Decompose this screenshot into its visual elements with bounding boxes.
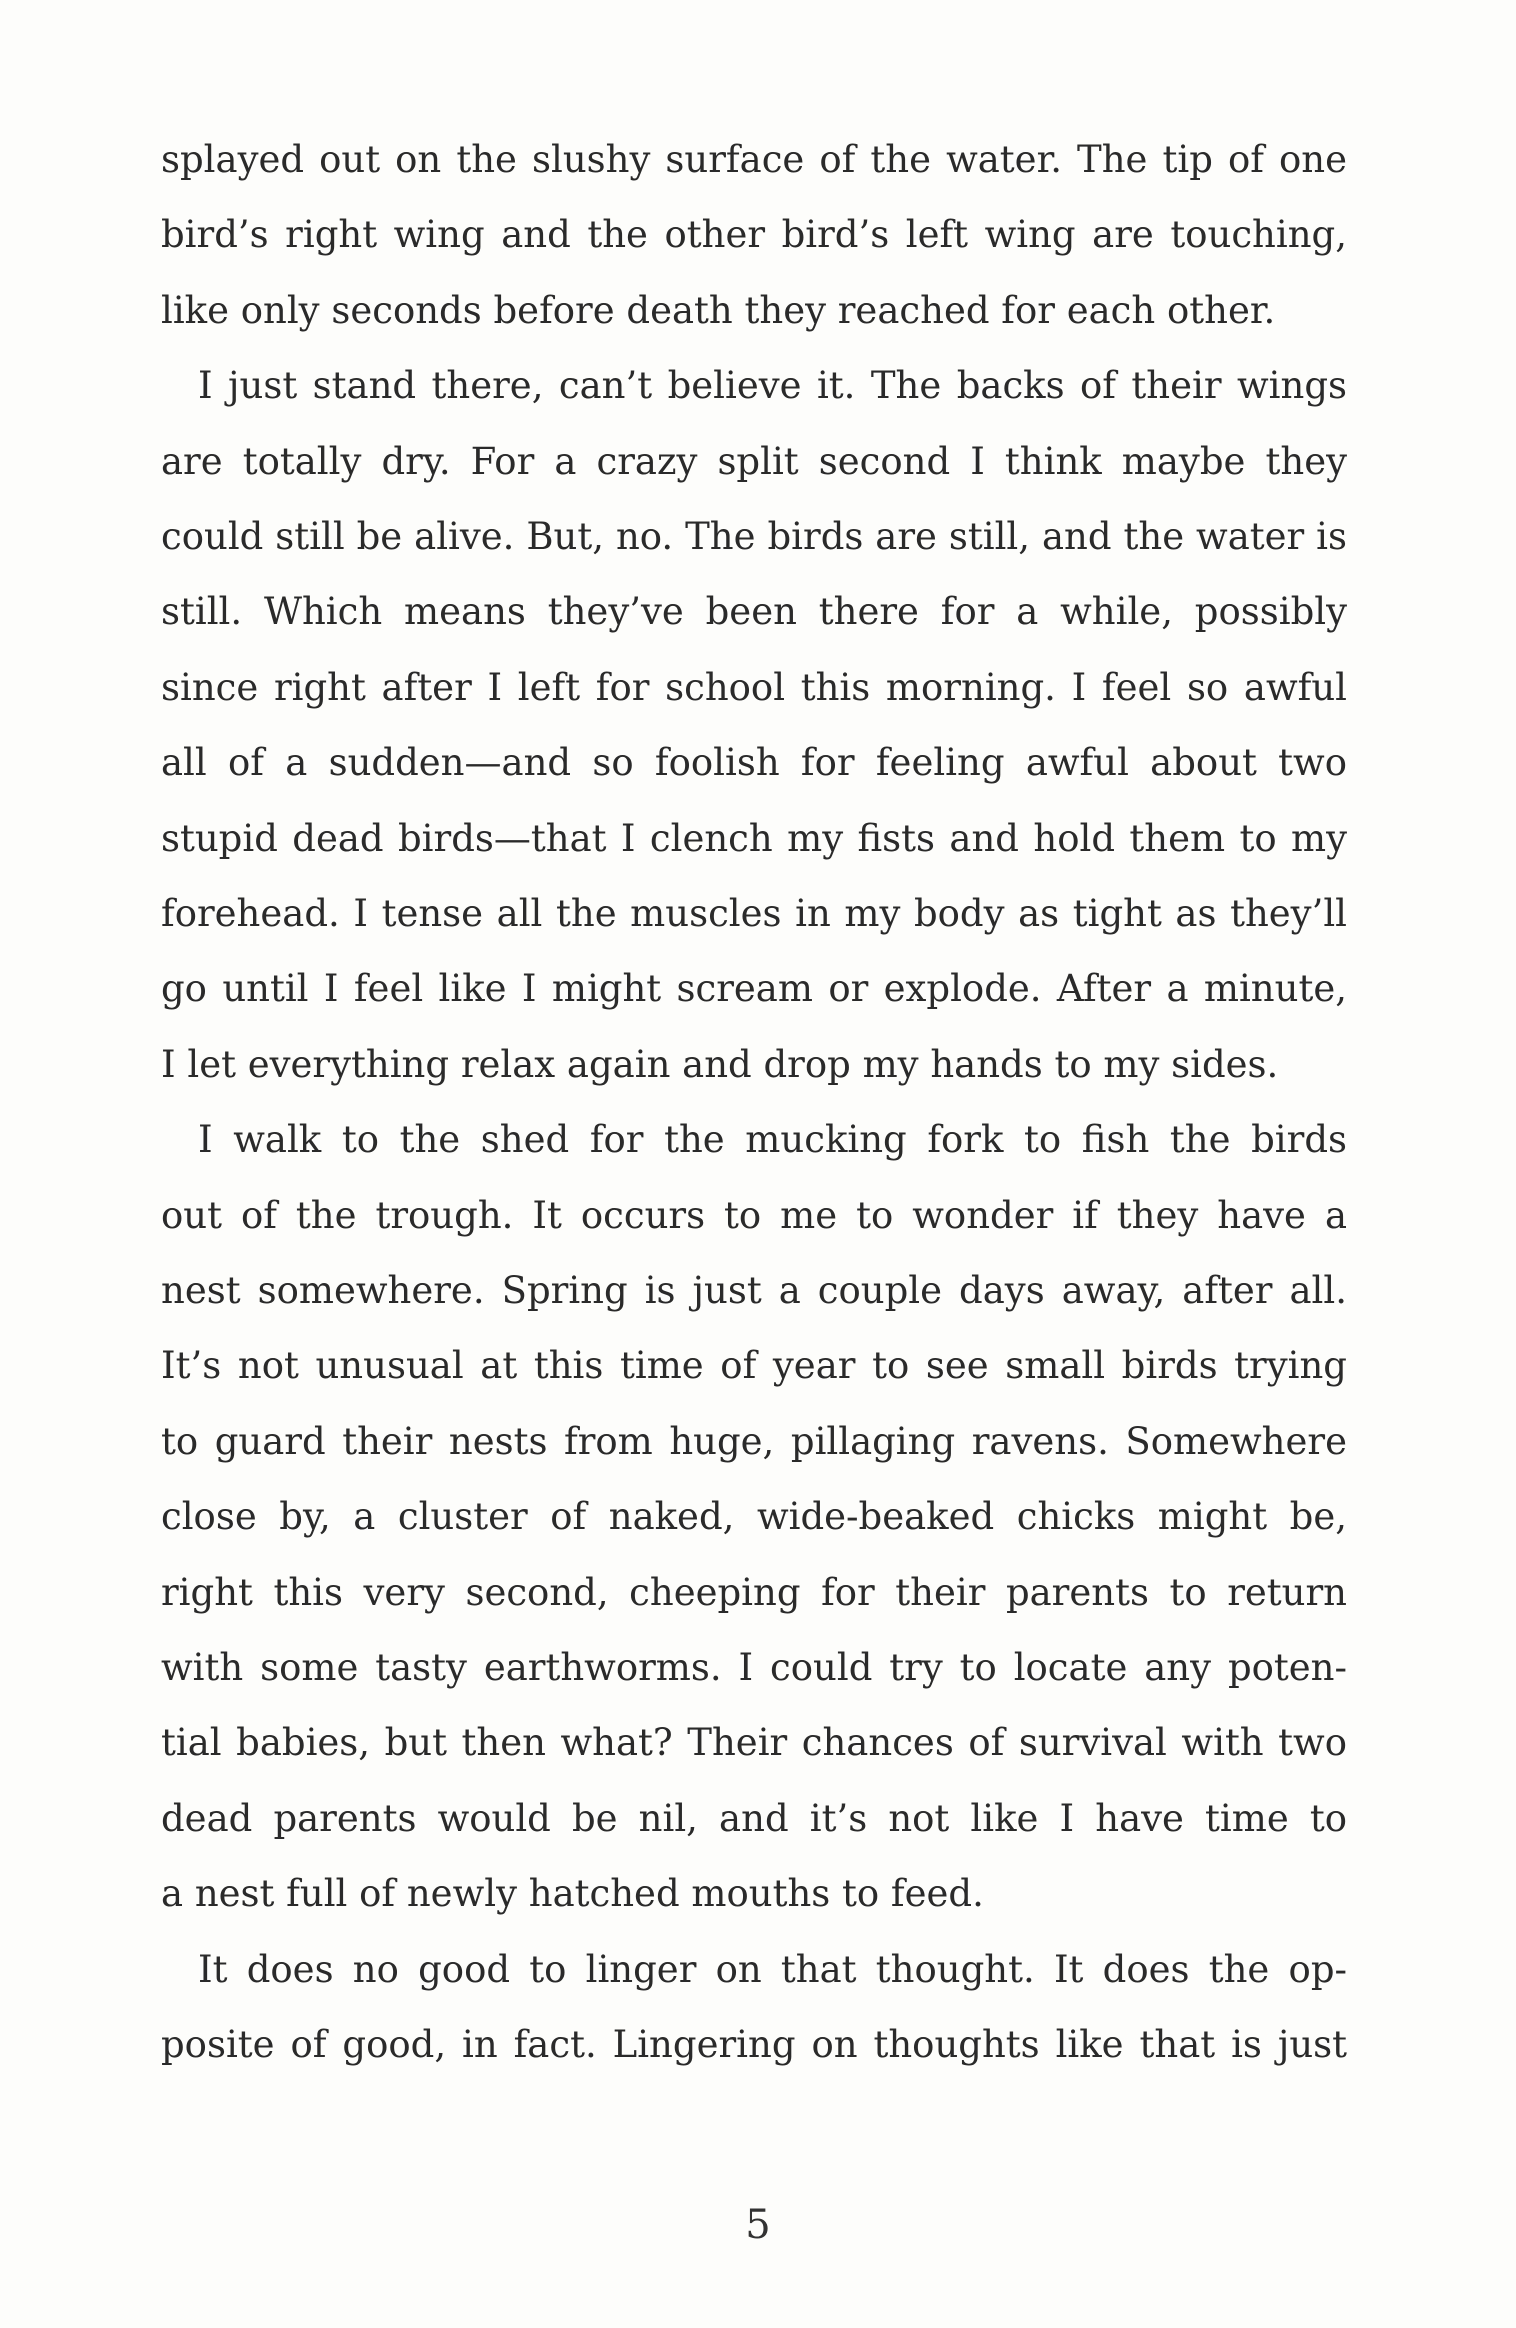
text-line: nest somewhere. Spring is just a couple days away, after all. [161, 1269, 1347, 1312]
text-line: I walk to the shed for the mucking fork to fish the birds [198, 1118, 1347, 1161]
text-line: dead parents would be nil, and it’s not like I have time to [161, 1797, 1347, 1840]
text-line: stupid dead birds—that I clench my fists and hold them to my [161, 817, 1347, 860]
text-line: a nest full of newly hatched mouths to feed. [161, 1872, 984, 1915]
text-line: It does no good to linger on that thought. It does the op- [198, 1948, 1347, 1991]
text-line: go until I feel like I might scream or explode. After a minute, [161, 967, 1347, 1010]
text-line: to guard their nests from huge, pillaging ravens. Somewhere [161, 1420, 1347, 1463]
text-line: right this very second, cheeping for their parents to return [161, 1571, 1347, 1614]
text-line: It’s not unusual at this time of year to see small birds trying [161, 1344, 1347, 1387]
text-line: forehead. I tense all the muscles in my body as tight as they’ll [161, 892, 1347, 935]
text-line: tial babies, but then what? Their chances of survival with two [161, 1721, 1347, 1764]
text-line: splayed out on the slushy surface of the water. The tip of one [161, 138, 1347, 181]
text-line: could still be alive. But, no. The birds are still, and the water is [161, 515, 1347, 558]
text-line: bird’s right wing and the other bird’s left wing are touching, [161, 213, 1347, 256]
text-line: all of a sudden—and so foolish for feeling awful about two [161, 741, 1347, 784]
text-line: are totally dry. For a crazy split second I think maybe they [161, 440, 1347, 483]
text-line: with some tasty earthworms. I could try to locate any poten- [161, 1646, 1347, 1689]
text-line: like only seconds before death they reached for each other. [161, 289, 1276, 332]
text-line: I let everything relax again and drop my hands to my sides. [161, 1043, 1279, 1086]
page-number: 5 [745, 2202, 771, 2248]
text-line: I just stand there, can’t believe it. The backs of their wings [198, 364, 1347, 407]
text-line: still. Which means they’ve been there for a while, possibly [161, 590, 1347, 633]
text-line: since right after I left for school this morning. I feel so awful [161, 666, 1347, 709]
text-line: close by, a cluster of naked, wide-beaked chicks might be, [161, 1495, 1347, 1538]
text-line: posite of good, in fact. Lingering on thoughts like that is just [161, 2023, 1347, 2066]
text-line: out of the trough. It occurs to me to wonder if they have a [161, 1194, 1347, 1237]
